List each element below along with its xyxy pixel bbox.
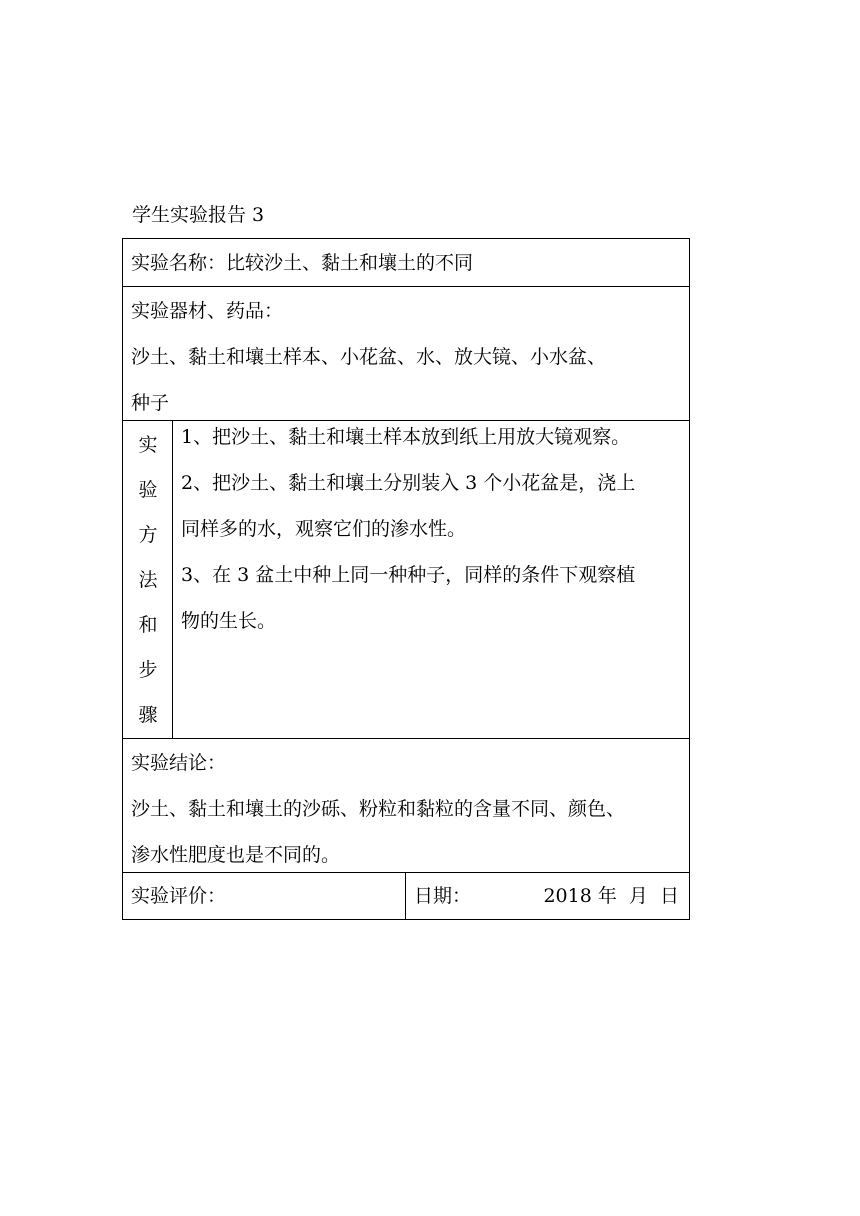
equipment-line-2: 种子	[131, 392, 170, 414]
evaluation-row	[123, 873, 689, 919]
experiment-name: 实验名称：比较沙土、黏土和壤土的不同	[131, 252, 474, 274]
method-label-char: 步	[138, 659, 158, 681]
conclusion-cell	[131, 740, 683, 878]
method-row	[123, 421, 689, 739]
conclusion-line-2: 渗水性肥度也是不同的。	[131, 844, 341, 866]
method-label-char: 方	[138, 524, 158, 546]
conclusion-line-1: 沙土、黏土和壤土的沙砾、粉粒和黏粒的含量不同、颜色、	[131, 798, 626, 820]
method-label-char: 法	[138, 569, 158, 591]
equipment-label: 实验器材、药品：	[131, 300, 284, 322]
experiment-name-row	[123, 239, 689, 287]
date-value: 2018 年 月 日	[543, 885, 679, 907]
method-line-1: 1、把沙土、黏土和壤土样本放到纸上用放大镜观察。	[181, 426, 631, 448]
date-label: 日期：	[414, 885, 472, 907]
method-label-char: 和	[138, 614, 158, 636]
equipment-row	[123, 287, 689, 421]
conclusion-label: 实验结论：	[131, 752, 227, 774]
report-title: 学生实验报告 3	[132, 204, 265, 226]
evaluation-cell	[123, 873, 406, 919]
method-line-4: 3、在 3 盆土中种上同一种种子，同样的条件下观察植	[181, 564, 636, 586]
method-steps	[181, 422, 685, 652]
method-label-char: 实	[138, 434, 158, 456]
method-line-2: 2、把沙土、黏土和壤土分别装入 3 个小花盆是，浇上	[181, 472, 636, 494]
experiment-report-table	[122, 238, 690, 920]
conclusion-row	[123, 739, 689, 873]
method-label-char: 骤	[138, 704, 158, 726]
method-label-char: 验	[138, 479, 158, 501]
method-label-column	[123, 421, 173, 738]
method-line-5: 物的生长。	[181, 610, 277, 632]
equipment-line-1: 沙土、黏土和壤土样本、小花盆、水、放大镜、小水盆、	[131, 346, 607, 368]
evaluation-label: 实验评价：	[131, 885, 227, 907]
method-line-3: 同样多的水，观察它们的渗水性。	[181, 518, 467, 540]
equipment-cell	[131, 288, 683, 426]
